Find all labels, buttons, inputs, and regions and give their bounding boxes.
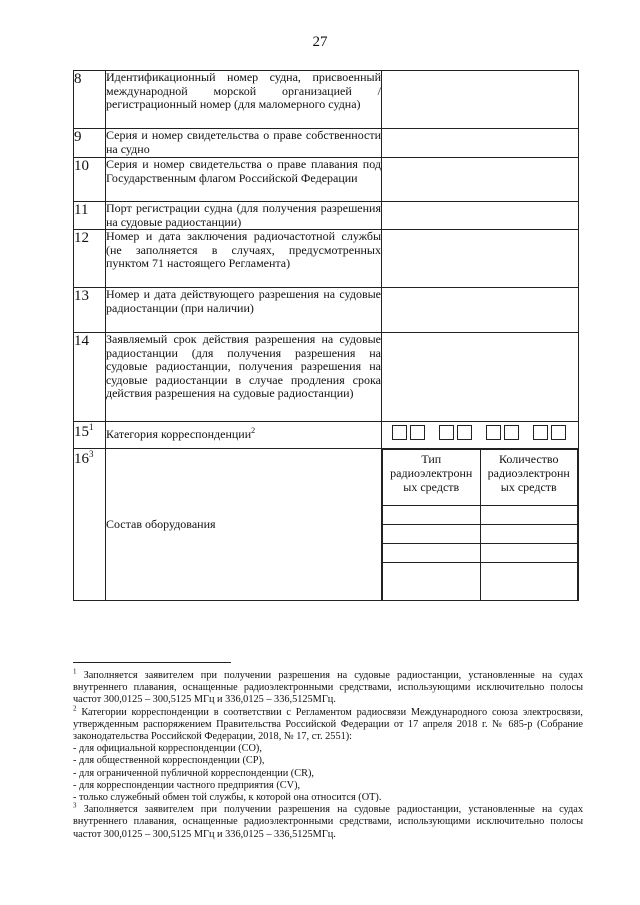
category-checkbox[interactable] <box>410 425 425 440</box>
equipment-count-cell[interactable] <box>480 525 578 544</box>
row-label: Состав оборудования <box>106 449 382 601</box>
table-row <box>74 71 579 129</box>
footnote-1: $^1$ Заполняется заявителем при получении разрешения на судовые радиостанции, установленные на судах внутреннего плавания, оснащенные радиоэлектронными средствами, использующими исключительно полосы частот 300,0125 – 300,5125 МГц и 336,0125 – 336,5125МГц. <box>73 667 583 706</box>
row-number: 12 <box>74 230 106 288</box>
footnote-2-item: - для официальной корреспонденции (СО), <box>73 743 262 755</box>
row-label: Категория корреспонденции$^2$ <box>106 422 382 449</box>
row-value-cell[interactable] <box>382 129 579 158</box>
equipment-count-cell[interactable] <box>480 544 578 563</box>
equipment-count-header: Количество радиоэлектронн ых средств <box>480 450 578 506</box>
category-checkbox[interactable] <box>486 425 501 440</box>
row-value-cell[interactable] <box>382 288 579 333</box>
footnotes <box>73 662 583 841</box>
row-value-cell[interactable] <box>382 202 579 230</box>
footnote-3: $^3$ Заполняется заявителем при получении разрешения на судовые радиостанции, установленные на судах внутреннего плавания, оснащенные радиоэлектронными средствами, использующими исключительно полосы частот 300,0125 – 300,5125 МГц и 336,0125 – 336,5125МГц. <box>73 801 583 840</box>
equipment-type-header: Тип радиоэлектронн ых средств <box>383 450 481 506</box>
equipment-type-cell[interactable] <box>383 563 481 600</box>
row-value-cell[interactable] <box>382 71 579 129</box>
category-checkbox-cell <box>382 422 579 449</box>
footnote-2-item: - для общественной корреспонденции (СР), <box>73 755 265 767</box>
equipment-type-cell[interactable] <box>383 506 481 525</box>
row-label: Заявляемый срок действия разрешения на судовые радиостанции (для получения разрешения на судовые радиостанции, получения разрешения на судовые радиостанции в случае продления срока действия разрешения на судовые радиостанции) <box>106 333 382 422</box>
table-row <box>74 333 579 422</box>
category-checkbox[interactable] <box>504 425 519 440</box>
row-number: 11 <box>74 202 106 230</box>
footnote-divider <box>73 662 231 663</box>
row-number: 9 <box>74 129 106 158</box>
equipment-count-cell[interactable] <box>480 506 578 525</box>
footnote-2-item: - для корреспонденции частного предприятия (CV), <box>73 779 301 791</box>
footnote-2: $^2$ Категории корреспонденции в соответствии с Регламентом радиосвязи Международного союза электросвязи, утвержденным распоряжением Правительства Российской Федерации от 17 апреля 2018 г. № 685-р (Собрание законодательства Российской Федерации, 2018, № 17, ст. 2551): <box>73 704 583 743</box>
row-number: 14 <box>74 333 106 422</box>
row-value-cell[interactable] <box>382 158 579 202</box>
table-row <box>74 158 579 202</box>
category-checkbox[interactable] <box>439 425 454 440</box>
category-checkbox[interactable] <box>392 425 407 440</box>
row-label: Серия и номер свидетельства о праве плавания под Государственным флагом Российской Федерации <box>106 158 382 202</box>
equipment-type-cell[interactable] <box>383 525 481 544</box>
row-number: 8 <box>74 71 106 129</box>
table-row <box>74 449 579 601</box>
row-label: Номер и дата заключения радиочастотной службы (не заполняется в случаях, предусмотренных пунктом 71 настоящего Регламента) <box>106 230 382 288</box>
equipment-table <box>382 449 578 600</box>
footnote-2-item: - только служебный обмен той службы, к которой она относится (ОТ). <box>73 792 382 804</box>
footnote-2-item: - для ограниченной публичной корреспонденции (CR), <box>73 767 314 779</box>
row-number: $16^3$ <box>74 449 106 601</box>
page-number: 27 <box>312 34 328 50</box>
row-value-cell[interactable] <box>382 333 579 422</box>
row-number: $15^1$ <box>74 422 106 449</box>
table-row <box>74 129 579 158</box>
row-label: Номер и дата действующего разрешения на судовые радиостанции (при наличии) <box>106 288 382 333</box>
row-label: Порт регистрации судна (для получения разрешения на судовые радиостанции) <box>106 201 381 229</box>
equipment-type-cell[interactable] <box>383 544 481 563</box>
category-checkbox[interactable] <box>551 425 566 440</box>
application-form-table <box>73 70 579 601</box>
category-checkbox[interactable] <box>457 425 472 440</box>
table-row <box>74 202 579 230</box>
equipment-cell <box>382 449 579 601</box>
category-checkbox[interactable] <box>533 425 548 440</box>
table-row <box>74 288 579 333</box>
row-number: 10 <box>74 158 106 202</box>
row-value-cell[interactable] <box>382 230 579 288</box>
row-label: Серия и номер свидетельства о праве собственности на судно <box>106 128 381 156</box>
table-row <box>74 422 579 449</box>
equipment-count-cell[interactable] <box>480 563 578 600</box>
table-row <box>74 230 579 288</box>
row-label: Идентификационный номер судна, присвоенный международной морской организацией / регистрационный номер (для маломерного судна) <box>106 71 382 129</box>
row-number: 13 <box>74 288 106 333</box>
